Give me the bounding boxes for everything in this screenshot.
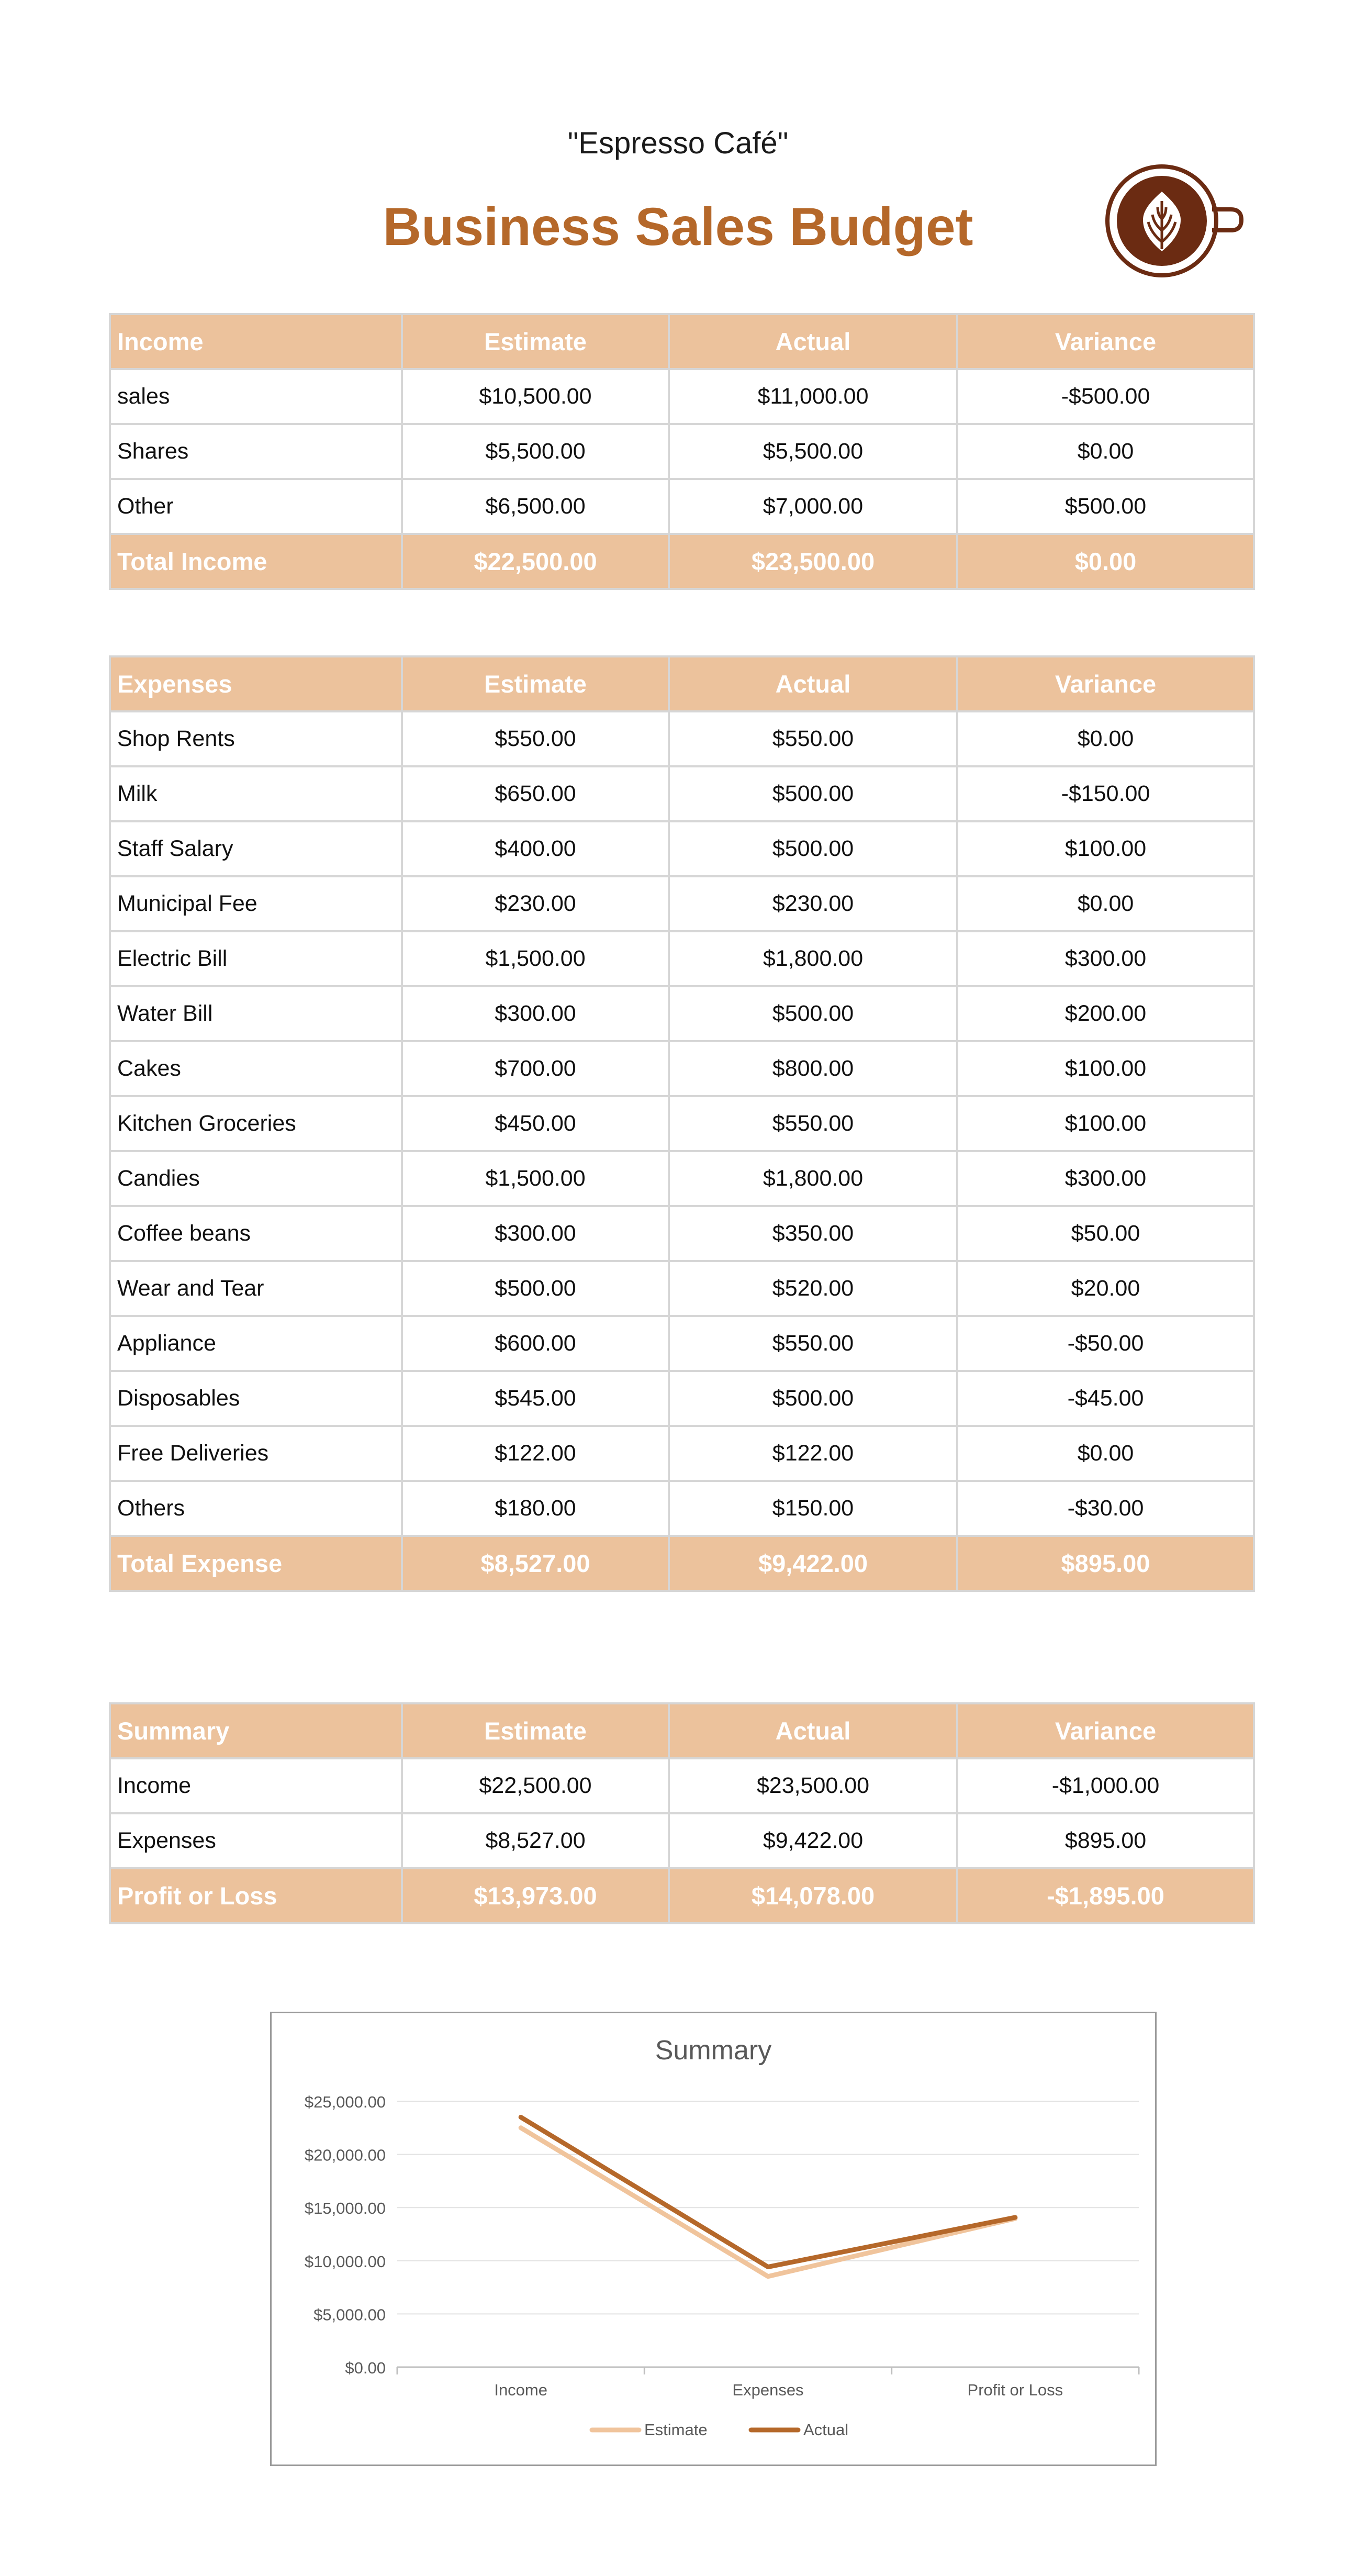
total-actual: $14,078.00: [669, 1868, 957, 1923]
table-row: [110, 1151, 1254, 1206]
table-row: [110, 1096, 1254, 1151]
x-tick-label: Profit or Loss: [967, 2381, 1063, 2399]
estimate-cell: $1,500.00: [402, 1151, 669, 1206]
actual-cell: $23,500.00: [669, 1758, 957, 1813]
row-label: Milk: [110, 766, 402, 821]
actual-cell: $500.00: [669, 1371, 957, 1426]
row-label: Shares: [110, 424, 402, 479]
row-label: Appliance: [110, 1316, 402, 1371]
variance-cell: $0.00: [957, 876, 1254, 931]
actual-cell: $500.00: [669, 821, 957, 876]
summary-table: [109, 1702, 1255, 1924]
estimate-cell: $500.00: [402, 1261, 669, 1316]
estimate-cell: $10,500.00: [402, 369, 669, 424]
variance-cell: $100.00: [957, 1041, 1254, 1096]
total-income-row: [110, 534, 1254, 589]
variance-cell: $0.00: [957, 711, 1254, 766]
summary-header-row: [110, 1703, 1254, 1758]
actual-cell: $1,800.00: [669, 1151, 957, 1206]
table-row: [110, 1758, 1254, 1813]
variance-cell: $300.00: [957, 1151, 1254, 1206]
header-cell: Expenses: [110, 656, 402, 711]
row-label: Kitchen Groceries: [110, 1096, 402, 1151]
actual-cell: $500.00: [669, 766, 957, 821]
estimate-cell: $230.00: [402, 876, 669, 931]
header-cell: Variance: [957, 656, 1254, 711]
table-row: [110, 369, 1254, 424]
table-row: [110, 986, 1254, 1041]
table-row: [110, 424, 1254, 479]
actual-cell: $11,000.00: [669, 369, 957, 424]
header-cell: Summary: [110, 1703, 402, 1758]
summary-line-chart: [272, 2013, 1155, 2465]
actual-cell: $520.00: [669, 1261, 957, 1316]
table-row: [110, 1316, 1254, 1371]
total-variance: $895.00: [957, 1536, 1254, 1591]
header-cell: Estimate: [402, 1703, 669, 1758]
table-row: [110, 821, 1254, 876]
x-tick-label: Expenses: [732, 2381, 804, 2399]
total-actual: $23,500.00: [669, 534, 957, 589]
header-cell: Actual: [669, 656, 957, 711]
actual-cell: $122.00: [669, 1426, 957, 1481]
table-row: [110, 1261, 1254, 1316]
table-row: [110, 1426, 1254, 1481]
estimate-cell: $300.00: [402, 986, 669, 1041]
estimate-cell: $22,500.00: [402, 1758, 669, 1813]
total-label: Profit or Loss: [110, 1868, 402, 1923]
actual-cell: $9,422.00: [669, 1813, 957, 1868]
legend-label: Estimate: [644, 2421, 708, 2439]
estimate-cell: $122.00: [402, 1426, 669, 1481]
table-row: [110, 711, 1254, 766]
estimate-cell: $1,500.00: [402, 931, 669, 986]
table-row: [110, 479, 1254, 534]
row-label: Income: [110, 1758, 402, 1813]
total-variance: -$1,895.00: [957, 1868, 1254, 1923]
row-label: Staff Salary: [110, 821, 402, 876]
actual-cell: $7,000.00: [669, 479, 957, 534]
variance-cell: -$1,000.00: [957, 1758, 1254, 1813]
variance-cell: $200.00: [957, 986, 1254, 1041]
header-cell: Variance: [957, 314, 1254, 369]
row-label: Others: [110, 1481, 402, 1536]
total-variance: $0.00: [957, 534, 1254, 589]
income-table: [109, 313, 1255, 590]
header-cell: Estimate: [402, 314, 669, 369]
variance-cell: -$50.00: [957, 1316, 1254, 1371]
y-tick-label: $10,000.00: [304, 2252, 386, 2271]
row-label: Water Bill: [110, 986, 402, 1041]
total-expense-row: [110, 1536, 1254, 1591]
income-header-row: [110, 314, 1254, 369]
actual-cell: $800.00: [669, 1041, 957, 1096]
y-tick-label: $20,000.00: [304, 2146, 386, 2165]
legend-label: Actual: [803, 2421, 849, 2439]
header-cell: Actual: [669, 314, 957, 369]
row-label: Free Deliveries: [110, 1426, 402, 1481]
y-tick-label: $5,000.00: [313, 2305, 386, 2324]
estimate-cell: $550.00: [402, 711, 669, 766]
total-estimate: $8,527.00: [402, 1536, 669, 1591]
table-row: [110, 1813, 1254, 1868]
cafe-name: "Espresso Café": [567, 126, 789, 160]
actual-cell: $230.00: [669, 876, 957, 931]
estimate-cell: $400.00: [402, 821, 669, 876]
estimate-cell: $180.00: [402, 1481, 669, 1536]
expenses-header-row: [110, 656, 1254, 711]
estimate-cell: $5,500.00: [402, 424, 669, 479]
variance-cell: $100.00: [957, 1096, 1254, 1151]
y-tick-label: $15,000.00: [304, 2199, 386, 2218]
header-cell: Variance: [957, 1703, 1254, 1758]
variance-cell: $0.00: [957, 1426, 1254, 1481]
variance-cell: -$150.00: [957, 766, 1254, 821]
variance-cell: -$500.00: [957, 369, 1254, 424]
actual-cell: $350.00: [669, 1206, 957, 1261]
actual-cell: $550.00: [669, 1316, 957, 1371]
actual-cell: $5,500.00: [669, 424, 957, 479]
variance-cell: $895.00: [957, 1813, 1254, 1868]
table-row: [110, 931, 1254, 986]
variance-cell: $0.00: [957, 424, 1254, 479]
table-row: [110, 1371, 1254, 1426]
variance-cell: $20.00: [957, 1261, 1254, 1316]
row-label: Disposables: [110, 1371, 402, 1426]
header-cell: Estimate: [402, 656, 669, 711]
variance-cell: $500.00: [957, 479, 1254, 534]
total-label: Total Income: [110, 534, 402, 589]
table-row: [110, 1481, 1254, 1536]
latte-art-coffee-cup-icon: [1089, 163, 1246, 278]
y-tick-label: $0.00: [345, 2359, 386, 2377]
row-label: Coffee beans: [110, 1206, 402, 1261]
row-label: Other: [110, 479, 402, 534]
variance-cell: $300.00: [957, 931, 1254, 986]
row-label: Expenses: [110, 1813, 402, 1868]
summary-chart: [270, 2012, 1157, 2466]
total-estimate: $22,500.00: [402, 534, 669, 589]
row-label: Wear and Tear: [110, 1261, 402, 1316]
actual-cell: $1,800.00: [669, 931, 957, 986]
table-row: [110, 766, 1254, 821]
row-label: Electric Bill: [110, 931, 402, 986]
estimate-cell: $600.00: [402, 1316, 669, 1371]
estimate-cell: $8,527.00: [402, 1813, 669, 1868]
chart-title: Summary: [655, 2035, 772, 2066]
y-tick-label: $25,000.00: [304, 2093, 386, 2111]
expenses-table: [109, 655, 1255, 1592]
total-label: Total Expense: [110, 1536, 402, 1591]
estimate-cell: $6,500.00: [402, 479, 669, 534]
table-row: [110, 876, 1254, 931]
profit-or-loss-row: [110, 1868, 1254, 1923]
actual-cell: $550.00: [669, 1096, 957, 1151]
estimate-cell: $545.00: [402, 1371, 669, 1426]
variance-cell: $100.00: [957, 821, 1254, 876]
row-label: Municipal Fee: [110, 876, 402, 931]
row-label: Candies: [110, 1151, 402, 1206]
x-tick-label: Income: [494, 2381, 548, 2399]
estimate-cell: $650.00: [402, 766, 669, 821]
actual-cell: $500.00: [669, 986, 957, 1041]
table-row: [110, 1206, 1254, 1261]
variance-cell: $50.00: [957, 1206, 1254, 1261]
estimate-cell: $450.00: [402, 1096, 669, 1151]
header-cell: Actual: [669, 1703, 957, 1758]
total-estimate: $13,973.00: [402, 1868, 669, 1923]
total-actual: $9,422.00: [669, 1536, 957, 1591]
series-line-estimate: [521, 2128, 1015, 2277]
estimate-cell: $700.00: [402, 1041, 669, 1096]
estimate-cell: $300.00: [402, 1206, 669, 1261]
variance-cell: -$45.00: [957, 1371, 1254, 1426]
header-cell: Income: [110, 314, 402, 369]
variance-cell: -$30.00: [957, 1481, 1254, 1536]
document-title: Business Sales Budget: [383, 197, 973, 257]
actual-cell: $550.00: [669, 711, 957, 766]
table-row: [110, 1041, 1254, 1096]
row-label: sales: [110, 369, 402, 424]
series-line-actual: [521, 2117, 1015, 2267]
row-label: Shop Rents: [110, 711, 402, 766]
actual-cell: $150.00: [669, 1481, 957, 1536]
row-label: Cakes: [110, 1041, 402, 1096]
